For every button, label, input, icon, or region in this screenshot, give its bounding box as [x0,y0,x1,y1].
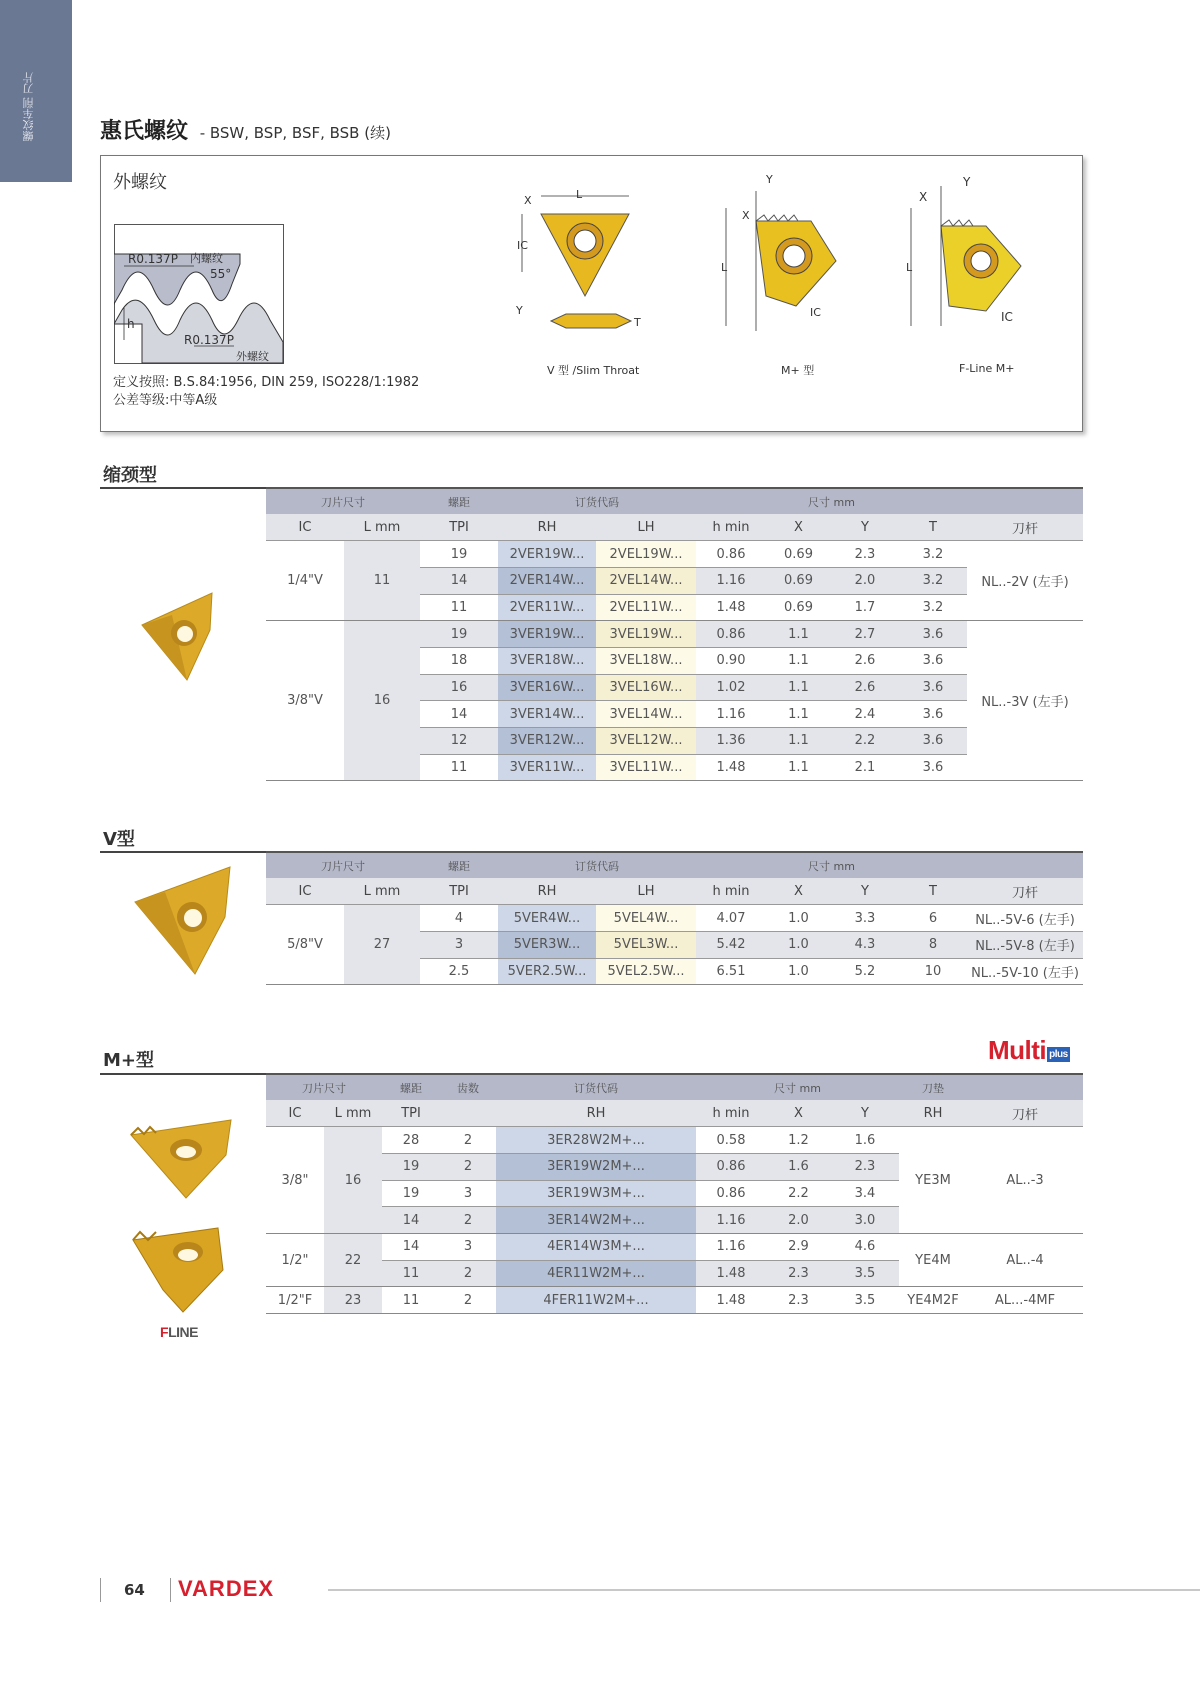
hmin-cell: 0.86 [696,621,766,648]
col-header-holder: 刀杆 [967,878,1083,905]
col-header-x: X [766,878,831,905]
y-cell: 3.5 [831,1287,899,1314]
rh-code-cell: 3ER14W2M+... [496,1207,696,1234]
svg-text:L: L [906,261,913,274]
col-header-tpi: TPI [420,514,498,541]
tpi-cell: 2.5 [420,958,498,985]
table-row [266,905,1083,932]
hmin-cell: 1.48 [696,1260,766,1287]
col-header-x: X [766,514,831,541]
v-insert-image [130,862,240,977]
lh-code-cell: 2VEL11W... [596,594,696,621]
tpi-cell: 11 [382,1287,440,1314]
t-cell: 8 [899,931,967,958]
group-header-order-code: 订货代码 [498,852,696,878]
t-cell: 6 [899,905,967,932]
group-header-order-code: 订货代码 [498,488,696,514]
y-cell: 2.6 [831,647,899,674]
svg-text:h: h [127,317,135,331]
shim-cell: YE4M2F [899,1287,967,1314]
lh-code-cell: 3VEL11W... [596,754,696,781]
hmin-cell: 0.86 [696,1153,766,1180]
x-cell: 1.1 [766,621,831,648]
side-tab-label: 螺纹车削 刀片 [22,72,35,142]
lh-code-cell: 3VEL18W... [596,647,696,674]
svg-text:R0.137P: R0.137P [128,252,178,266]
hmin-cell: 0.86 [696,1180,766,1207]
ic-cell: 5/8"V [266,905,344,985]
y-cell: 2.0 [831,567,899,594]
rh-code-cell: 2VER19W... [498,541,596,568]
hmin-cell: 4.07 [696,905,766,932]
tpi-cell: 11 [382,1260,440,1287]
svg-text:Y: Y [766,173,773,186]
col-header-ic: IC [266,1100,324,1127]
page-title-main: 惠氏螺纹 [100,119,189,144]
x-cell: 1.1 [766,647,831,674]
ic-cell: 1/2" [266,1233,324,1286]
multi-logo-text: Multi [988,1035,1047,1065]
x-cell: 0.69 [766,594,831,621]
tpi-cell: 14 [420,701,498,728]
teeth-cell: 3 [440,1180,496,1207]
group-header-pitch: 螺距 [420,852,498,878]
holder-cell: NL..-2V (左手) [967,541,1083,621]
hmin-cell: 6.51 [696,958,766,985]
ic-cell: 3/8" [266,1127,324,1234]
l-cell: 16 [344,621,420,781]
table-row [266,1287,1083,1314]
tpi-cell: 11 [420,594,498,621]
y-cell: 2.1 [831,754,899,781]
svg-text:X: X [524,194,532,207]
lh-code-cell: 3VEL12W... [596,728,696,755]
teeth-cell: 2 [440,1207,496,1234]
col-header-lh: LH [596,878,696,905]
teeth-cell: 2 [440,1127,496,1154]
rh-code-cell: 5VER4W... [498,905,596,932]
hmin-cell: 5.42 [696,931,766,958]
t-cell: 3.2 [899,567,967,594]
hmin-cell: 1.16 [696,1233,766,1260]
l-cell: 11 [344,541,420,621]
holder-cell: AL..-3 [967,1127,1083,1234]
holder-cell: NL..-3V (左手) [967,621,1083,781]
t-cell: 3.6 [899,754,967,781]
y-cell: 2.6 [831,674,899,701]
tpi-cell: 19 [382,1180,440,1207]
t-cell: 10 [899,958,967,985]
svg-text:IC: IC [1001,310,1013,324]
tpi-cell: 28 [382,1127,440,1154]
hmin-cell: 1.48 [696,594,766,621]
y-cell: 3.0 [831,1207,899,1234]
svg-text:外螺纹: 外螺纹 [236,350,269,363]
svg-text:L: L [721,261,728,274]
col-header-y: Y [831,878,899,905]
y-cell: 2.3 [831,1153,899,1180]
y-cell: 1.7 [831,594,899,621]
y-cell: 2.4 [831,701,899,728]
y-cell: 5.2 [831,958,899,985]
svg-text:内螺纹: 内螺纹 [190,252,223,265]
mplus-caption: M+ 型 [781,364,815,377]
hmin-cell: 1.36 [696,728,766,755]
multi-plus-logo [988,1035,1070,1066]
x-cell: 0.69 [766,567,831,594]
svg-text:X: X [919,190,928,204]
col-header-holder: 刀杆 [967,1100,1083,1127]
lh-code-cell: 2VEL19W... [596,541,696,568]
x-cell: 1.0 [766,931,831,958]
svg-text:L: L [576,188,583,201]
hmin-cell: 1.02 [696,674,766,701]
t-cell: 3.6 [899,701,967,728]
tpi-cell: 4 [420,905,498,932]
vardex-logo: VARDEX [178,1576,275,1601]
chapter-side-tab [0,0,72,182]
holder-cell: AL...-4MF [967,1287,1083,1314]
tpi-cell: 11 [420,754,498,781]
col-header-l: L mm [324,1100,382,1127]
y-cell: 4.3 [831,931,899,958]
rh-code-cell: 2VER14W... [498,567,596,594]
svg-text:T: T [634,316,641,329]
col-header-hmin: h min [696,514,766,541]
t-cell: 3.6 [899,647,967,674]
fline-insert-diagram [901,166,1051,341]
col-header-hmin: h min [696,878,766,905]
v-type-insert-diagram [516,186,646,356]
v-type-table [266,851,1083,985]
col-header-y: Y [831,514,899,541]
rh-code-cell: 3ER19W2M+... [496,1153,696,1180]
group-header-teeth: 齿数 [440,1074,496,1100]
mplus-type-table [266,1073,1083,1314]
col-header-y: Y [831,1100,899,1127]
col-header-rh: RH [498,514,596,541]
t-cell: 3.6 [899,674,967,701]
y-cell: 3.4 [831,1180,899,1207]
box-title: 外螺纹 [113,172,167,193]
standards-text [113,374,419,410]
rh-code-cell: 4FER11W2M+... [496,1287,696,1314]
hmin-cell: 1.48 [696,1287,766,1314]
svg-text:R0.137P: R0.137P [184,333,234,347]
lh-code-cell: 3VEL14W... [596,701,696,728]
group-header-insert-size: 刀片尺寸 [266,852,420,878]
fline-logo-rest: LINE [168,1324,198,1340]
col-header-hmin: h min [696,1100,766,1127]
group-header-dimensions: 尺寸 mm [696,1074,899,1100]
table-row [266,541,1083,568]
x-cell: 1.1 [766,674,831,701]
multi-logo-plus: plus [1049,1049,1068,1060]
fline-logo [160,1324,198,1340]
y-cell: 4.6 [831,1233,899,1260]
y-cell: 2.3 [831,541,899,568]
col-header-tpi: TPI [420,878,498,905]
x-cell: 2.2 [766,1180,831,1207]
col-header-holder: 刀杆 [967,514,1083,541]
group-header-shim: 刀垫 [899,1074,967,1100]
l-cell: 16 [324,1127,382,1234]
x-cell: 2.9 [766,1233,831,1260]
svg-text:IC: IC [810,306,821,319]
footer-divider [170,1578,171,1602]
section-title-mplus: M+型 [103,1050,154,1071]
col-header-t: T [899,514,967,541]
hmin-cell: 1.48 [696,754,766,781]
x-cell: 1.1 [766,728,831,755]
neck-type-table [266,487,1083,781]
tolerance-class: 公差等级:中等A级 [113,393,218,408]
col-header-rh: RH [498,878,596,905]
lh-code-cell: 5VEL4W... [596,905,696,932]
tpi-cell: 19 [420,541,498,568]
y-cell: 2.7 [831,621,899,648]
x-cell: 2.0 [766,1207,831,1234]
group-header-empty [967,488,1083,514]
table-row [266,621,1083,648]
rh-code-cell: 2VER11W... [498,594,596,621]
rh-code-cell: 3ER28W2M+... [496,1127,696,1154]
t-cell: 3.6 [899,621,967,648]
teeth-cell: 2 [440,1287,496,1314]
y-cell: 3.5 [831,1260,899,1287]
shim-cell: YE3M [899,1127,967,1234]
svg-text:Y: Y [516,304,523,317]
rh-code-cell: 5VER2.5W... [498,958,596,985]
col-header-x: X [766,1100,831,1127]
v-type-caption: V 型 /Slim Throat [547,364,640,377]
tpi-cell: 12 [420,728,498,755]
teeth-cell: 2 [440,1153,496,1180]
hmin-cell: 0.90 [696,647,766,674]
col-header-ic: IC [266,878,344,905]
tpi-cell: 3 [420,931,498,958]
group-header-pitch: 螺距 [420,488,498,514]
section-title-neck: 缩颈型 [103,465,157,486]
fline-insert-image [128,1220,228,1315]
col-header-teeth [440,1100,496,1127]
teeth-cell: 3 [440,1233,496,1260]
mplus-insert-image [126,1110,236,1200]
lh-code-cell: 3VEL19W... [596,621,696,648]
rh-code-cell: 3ER19W3M+... [496,1180,696,1207]
t-cell: 3.2 [899,594,967,621]
footer-divider [100,1578,101,1602]
col-header-t: T [899,878,967,905]
hmin-cell: 1.16 [696,567,766,594]
tpi-cell: 19 [420,621,498,648]
definition-standard: 定义按照: B.S.84:1956, DIN 259, ISO228/1:1982 [113,375,420,390]
rh-code-cell: 4ER11W2M+... [496,1260,696,1287]
table-row [266,1233,1083,1260]
rh-code-cell: 3VER12W... [498,728,596,755]
ic-cell: 1/2"F [266,1287,324,1314]
svg-text:55°: 55° [210,267,232,281]
y-cell: 1.6 [831,1127,899,1154]
tpi-cell: 14 [382,1207,440,1234]
svg-text:IC: IC [517,239,528,252]
lh-code-cell: 5VEL3W... [596,931,696,958]
svg-text:Y: Y [963,175,971,189]
group-header-dimensions: 尺寸 mm [696,488,967,514]
rh-code-cell: 4ER14W3M+... [496,1233,696,1260]
rh-code-cell: 3VER16W... [498,674,596,701]
rh-code-cell: 3VER14W... [498,701,596,728]
fline-caption: F-Line M+ [959,362,1015,375]
ic-cell: 1/4"V [266,541,344,621]
tpi-cell: 14 [420,567,498,594]
mplus-insert-diagram [716,171,856,341]
page-title [100,114,391,145]
thread-profile-box [100,155,1083,432]
group-header-order-code: 订货代码 [496,1074,696,1100]
thread-profile-figure [114,224,284,364]
x-cell: 1.6 [766,1153,831,1180]
t-cell: 3.6 [899,728,967,755]
hmin-cell: 1.16 [696,701,766,728]
hmin-cell: 0.58 [696,1127,766,1154]
page-number: 64 [124,1581,145,1599]
tpi-cell: 14 [382,1233,440,1260]
hmin-cell: 0.86 [696,541,766,568]
x-cell: 2.3 [766,1287,831,1314]
l-cell: 23 [324,1287,382,1314]
group-header-empty [967,1074,1083,1100]
page-title-sub: - BSW, BSP, BSF, BSB (续) [199,124,391,142]
holder-cell: AL..-4 [967,1233,1083,1286]
tpi-cell: 19 [382,1153,440,1180]
x-cell: 1.1 [766,754,831,781]
t-cell: 3.2 [899,541,967,568]
table-row [266,1127,1083,1154]
x-cell: 1.1 [766,701,831,728]
group-header-pitch: 螺距 [382,1074,440,1100]
teeth-cell: 2 [440,1260,496,1287]
col-header-rh: RH [496,1100,696,1127]
col-header-l: L mm [344,514,420,541]
rh-code-cell: 5VER3W... [498,931,596,958]
rh-code-cell: 3VER19W... [498,621,596,648]
tpi-cell: 18 [420,647,498,674]
hmin-cell: 1.16 [696,1207,766,1234]
group-header-insert-size: 刀片尺寸 [266,488,420,514]
l-cell: 27 [344,905,420,985]
col-header-ic: IC [266,514,344,541]
rh-code-cell: 3VER11W... [498,754,596,781]
ic-cell: 3/8"V [266,621,344,781]
x-cell: 1.0 [766,905,831,932]
lh-code-cell: 3VEL16W... [596,674,696,701]
holder-cell: NL..-5V-10 (左手) [967,958,1083,985]
fline-logo-f: F [160,1324,169,1340]
col-header-shim-rh: RH [899,1100,967,1127]
x-cell: 2.3 [766,1260,831,1287]
col-header-lh: LH [596,514,696,541]
tpi-cell: 16 [420,674,498,701]
col-header-l: L mm [344,878,420,905]
rh-code-cell: 3VER18W... [498,647,596,674]
holder-cell: NL..-5V-6 (左手) [967,905,1083,932]
lh-code-cell: 2VEL14W... [596,567,696,594]
neck-insert-image [132,585,227,685]
group-header-empty [967,852,1083,878]
svg-text:X: X [742,209,750,222]
section-title-v: V型 [103,829,135,850]
x-cell: 1.2 [766,1127,831,1154]
x-cell: 0.69 [766,541,831,568]
col-header-tpi: TPI [382,1100,440,1127]
holder-cell: NL..-5V-8 (左手) [967,931,1083,958]
footer-rule [328,1589,1200,1591]
shim-cell: YE4M [899,1233,967,1286]
l-cell: 22 [324,1233,382,1286]
group-header-dimensions: 尺寸 mm [696,852,967,878]
y-cell: 3.3 [831,905,899,932]
y-cell: 2.2 [831,728,899,755]
lh-code-cell: 5VEL2.5W... [596,958,696,985]
group-header-insert-size: 刀片尺寸 [266,1074,382,1100]
x-cell: 1.0 [766,958,831,985]
